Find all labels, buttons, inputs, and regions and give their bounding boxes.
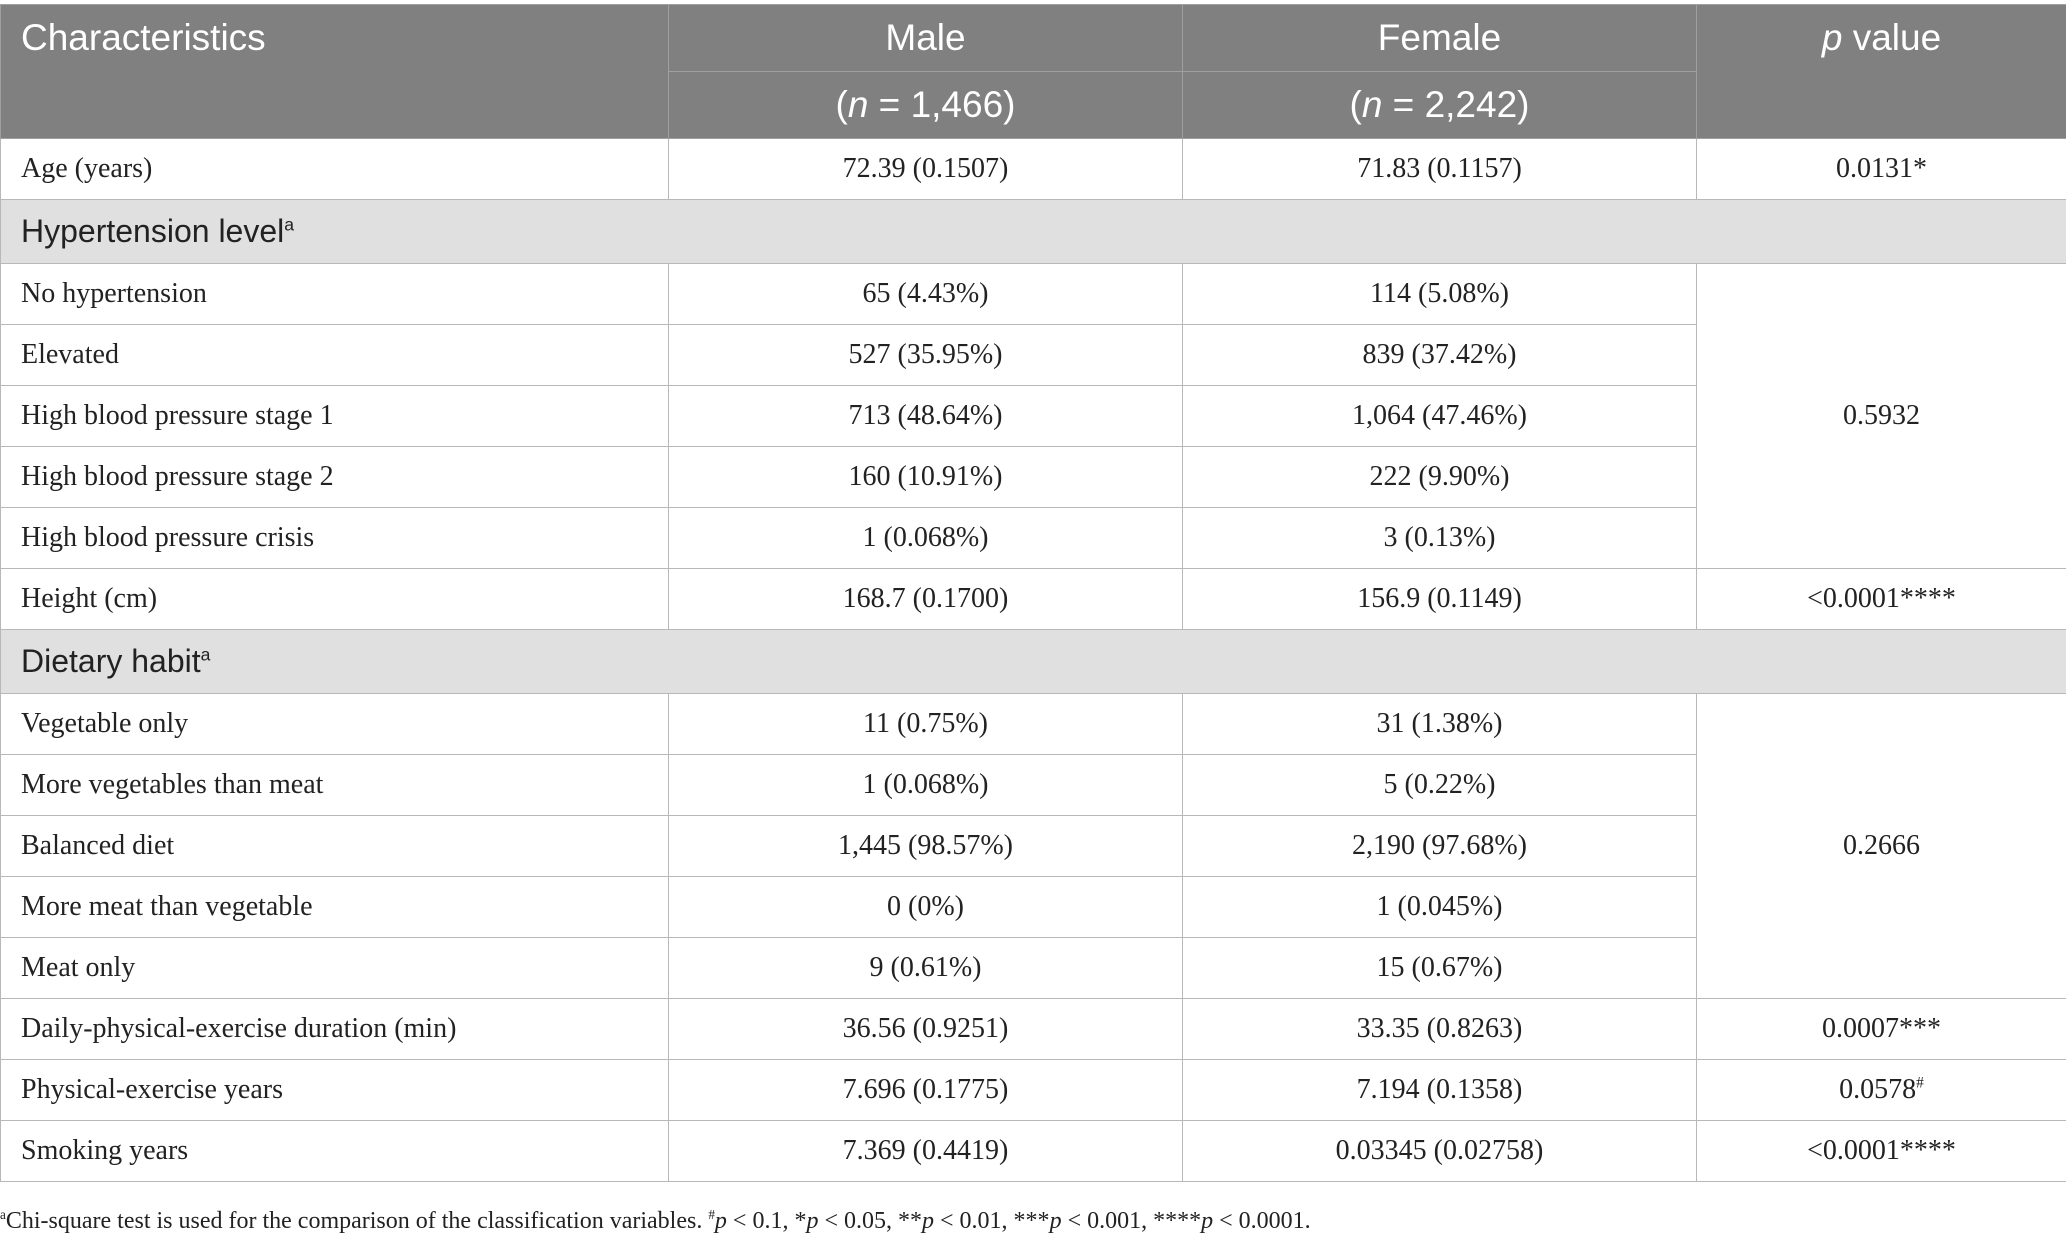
footnote-p: p [714, 1208, 727, 1234]
footnote-t1: < 0.1, * [726, 1208, 807, 1234]
male-n-rest: = 1,466) [868, 84, 1016, 125]
table-row [1, 1060, 2066, 1121]
section-row [1, 630, 2066, 694]
male-cell: 1,445 (98.57%) [669, 816, 1183, 877]
female-cell: 156.9 (0.1149) [1183, 569, 1697, 630]
male-cell: 72.39 (0.1507) [669, 139, 1183, 200]
table-row [1, 264, 2066, 325]
p-cell: 0.5932 [1697, 264, 2066, 569]
section-label: Dietary habit [21, 643, 201, 679]
male-cell: 160 (10.91%) [669, 447, 1183, 508]
female-cell: 1,064 (47.46%) [1183, 386, 1697, 447]
row-label: High blood pressure crisis [1, 508, 669, 569]
footnote-t4: < 0.001, **** [1061, 1208, 1202, 1234]
header-female: Female [1183, 5, 1697, 72]
table-row [1, 569, 2066, 630]
row-label: Daily-physical-exercise duration (min) [1, 999, 669, 1060]
table-container [0, 4, 2066, 1182]
male-cell: 527 (35.95%) [669, 325, 1183, 386]
male-cell: 65 (4.43%) [669, 264, 1183, 325]
male-n-open: ( [835, 84, 848, 125]
section-diet [1, 630, 2066, 694]
section-hypertension [1, 200, 2066, 264]
female-cell: 1 (0.045%) [1183, 877, 1697, 938]
female-cell: 31 (1.38%) [1183, 694, 1697, 755]
female-n-rest: = 2,242) [1382, 84, 1530, 125]
header-male-n [669, 72, 1183, 139]
table-row [1, 999, 2066, 1060]
header-p-italic: p [1821, 17, 1843, 58]
male-cell: 9 (0.61%) [669, 938, 1183, 999]
female-cell: 15 (0.67%) [1183, 938, 1697, 999]
row-label: Meat only [1, 938, 669, 999]
footnote-p: p [1049, 1208, 1062, 1234]
p-cell: 0.0131* [1697, 139, 2066, 200]
section-label: Hypertension level [21, 213, 285, 249]
male-n-italic: n [847, 84, 869, 125]
header-p-label: value [1852, 17, 1942, 58]
section-sup: a [200, 644, 211, 665]
male-cell: 7.369 (0.4419) [669, 1121, 1183, 1182]
header-male: Male [669, 5, 1183, 72]
table-header [1, 5, 2066, 139]
male-cell: 168.7 (0.1700) [669, 569, 1183, 630]
footnote-sup-a: a [0, 1207, 6, 1222]
p-cell: 0.0007*** [1697, 999, 2066, 1060]
p-main: 0.0578 [1839, 1074, 1917, 1105]
footnote-text: Chi-square test is used for the comparison of the classification variables. [5, 1208, 709, 1234]
row-label: More vegetables than meat [1, 755, 669, 816]
female-cell: 7.194 (0.1358) [1183, 1060, 1697, 1121]
table-row [1, 1121, 2066, 1182]
p-cell: <0.0001**** [1697, 569, 2066, 630]
row-label: Elevated [1, 325, 669, 386]
female-cell: 222 (9.90%) [1183, 447, 1697, 508]
male-cell: 0 (0%) [669, 877, 1183, 938]
characteristics-table [0, 4, 2066, 1182]
footnote-t5: < 0.0001. [1213, 1208, 1311, 1234]
male-cell: 1 (0.068%) [669, 508, 1183, 569]
female-cell: 5 (0.22%) [1183, 755, 1697, 816]
header-female-n [1183, 72, 1697, 139]
table-row [1, 694, 2066, 755]
row-label: More meat than vegetable [1, 877, 669, 938]
female-cell: 839 (37.42%) [1183, 325, 1697, 386]
p-cell [1697, 1060, 2066, 1121]
footnote-t2: < 0.05, ** [818, 1208, 923, 1234]
footnote-t3: < 0.01, *** [934, 1208, 1050, 1234]
female-n-open: ( [1349, 84, 1362, 125]
section-row [1, 200, 2066, 264]
footnote-p: p [806, 1208, 819, 1234]
female-cell: 2,190 (97.68%) [1183, 816, 1697, 877]
header-p-value [1697, 5, 2066, 139]
row-label: Smoking years [1, 1121, 669, 1182]
row-label: High blood pressure stage 2 [1, 447, 669, 508]
footnote-p: p [922, 1208, 935, 1234]
footnote-sup-hash: # [708, 1207, 715, 1222]
row-label: Age (years) [1, 139, 669, 200]
table-footnote [0, 1208, 1311, 1235]
row-label: Height (cm) [1, 569, 669, 630]
male-cell: 713 (48.64%) [669, 386, 1183, 447]
male-cell: 7.696 (0.1775) [669, 1060, 1183, 1121]
row-label: Vegetable only [1, 694, 669, 755]
row-label: Balanced diet [1, 816, 669, 877]
female-cell: 114 (5.08%) [1183, 264, 1697, 325]
female-cell: 3 (0.13%) [1183, 508, 1697, 569]
table-row [1, 139, 2066, 200]
row-label: High blood pressure stage 1 [1, 386, 669, 447]
male-cell: 36.56 (0.9251) [669, 999, 1183, 1060]
section-sup: a [284, 214, 295, 235]
footnote-p: p [1201, 1208, 1214, 1234]
p-cell: <0.0001**** [1697, 1121, 2066, 1182]
row-label: Physical-exercise years [1, 1060, 669, 1121]
female-cell: 0.03345 (0.02758) [1183, 1121, 1697, 1182]
female-cell: 33.35 (0.8263) [1183, 999, 1697, 1060]
female-cell: 71.83 (0.1157) [1183, 139, 1697, 200]
male-cell: 1 (0.068%) [669, 755, 1183, 816]
row-label: No hypertension [1, 264, 669, 325]
table-body [1, 139, 2066, 1182]
p-cell: 0.2666 [1697, 694, 2066, 999]
header-characteristics: Characteristics [1, 5, 669, 139]
p-sup: # [1916, 1074, 1924, 1092]
male-cell: 11 (0.75%) [669, 694, 1183, 755]
female-n-italic: n [1361, 84, 1383, 125]
